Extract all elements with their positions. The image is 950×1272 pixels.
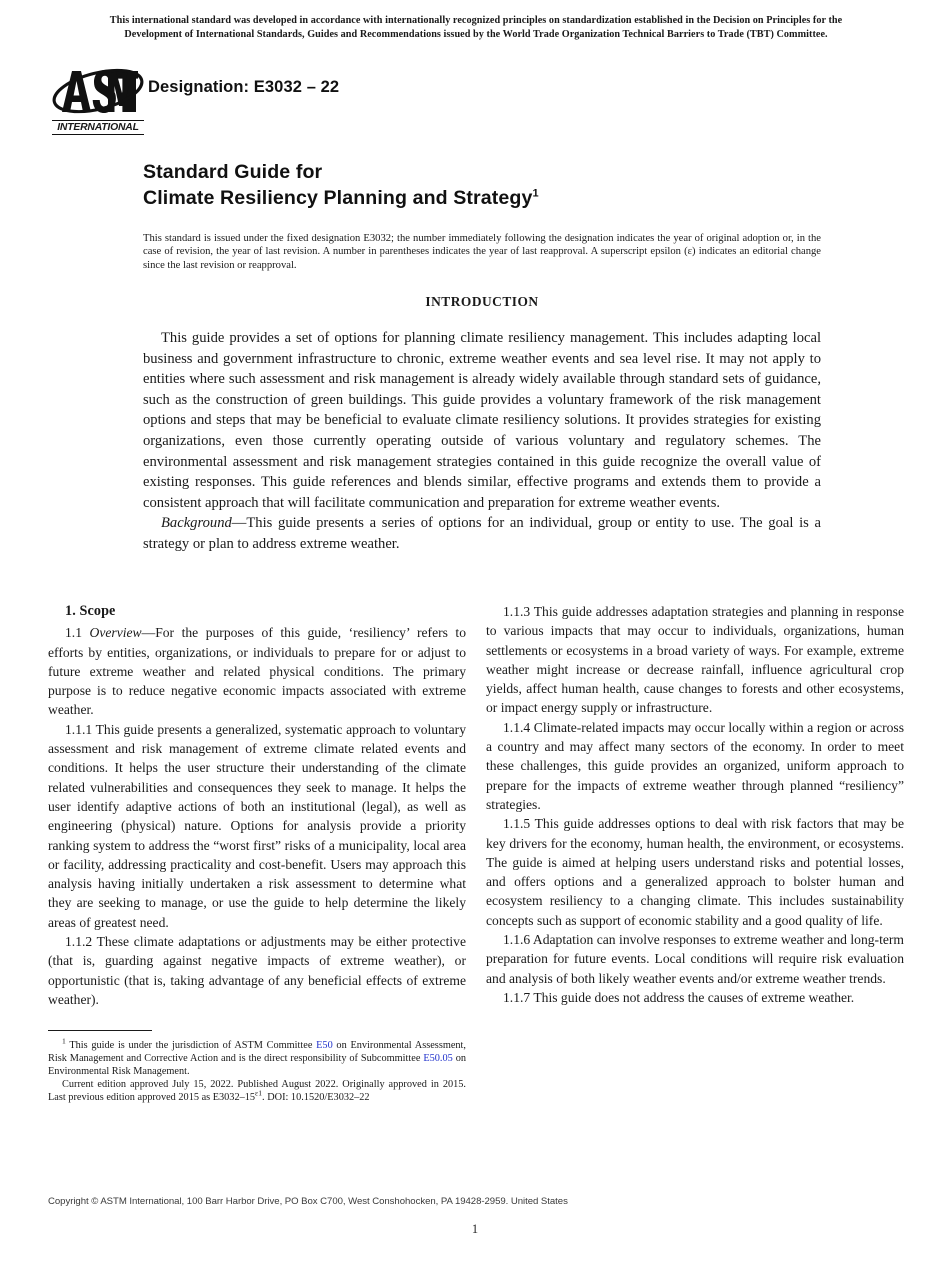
tbt-notice bbox=[48, 14, 904, 42]
introduction-paragraph-2 bbox=[143, 513, 821, 554]
section-1-1-5: 1.1.5 This guide addresses options to deal with risk factors that may be key drivers for the economy, human health, the environment, or ecosystems. The guide is aimed at helping users understand risks and potential losses, and offers options and a generalized approach to bolster human and ecosystem resiliency to a changing climate. This includes sustainability concepts such as support of economic stability and a good quality of life. bbox=[486, 816, 904, 928]
footnote-edition-text: Current edition approved July 15, 2022. Published August 2022. Originally approved in 2015. Last previous edition approved 2015 as E3032–15 bbox=[48, 1079, 466, 1103]
footnote-text-3: on Environmental Risk Management. bbox=[48, 1053, 466, 1077]
footnote-edition-doi: . DOI: 10.1520/E3032–22 bbox=[262, 1092, 370, 1103]
committee-e50-link[interactable]: E50 bbox=[316, 1040, 333, 1051]
footnote-edition-epsilon: ε1 bbox=[255, 1088, 263, 1098]
footnote-block bbox=[48, 1030, 466, 1104]
page-number: 1 bbox=[471, 1222, 479, 1236]
background-text: —This guide presents a series of options for an individual, group or entity to use. The goal is a strategy or plan to address extreme weather. bbox=[143, 515, 821, 552]
footnote-text-1: This guide is under the jurisdiction of ASTM Committee bbox=[65, 1040, 317, 1051]
title-footnote-marker: 1 bbox=[532, 187, 539, 200]
body-column-right bbox=[486, 602, 904, 1007]
copyright-notice: Copyright © ASTM International, 100 Barr Harbor Drive, PO Box C700, West Conshohocken, PA 19428-2959. United States bbox=[48, 1196, 568, 1207]
introduction-heading: INTRODUCTION bbox=[425, 294, 539, 309]
section-1-1-7: 1.1.7 This guide does not address the causes of extreme weather. bbox=[503, 989, 855, 1005]
footnote-jurisdiction bbox=[48, 1036, 466, 1078]
tbt-notice-line-2: Development of International Standards, Guides and Recommendations issued by the World Trade Organization Technical Barriers to Trade (TBT) Committee. bbox=[124, 29, 828, 41]
footnote-divider bbox=[48, 1030, 152, 1031]
tbt-notice-line-1: This international standard was developed in accordance with internationally recognized principles on standardization established in the Decision on Principles for the bbox=[109, 15, 843, 26]
footnote-marker: 1 bbox=[62, 1036, 66, 1046]
astm-logo-subtext: INTERNATIONAL bbox=[52, 120, 144, 135]
footnote-edition bbox=[48, 1078, 466, 1104]
section-1-1-1: 1.1.1 This guide presents a generalized, systematic approach to voluntary assessment and risk management of extreme climate related events and conditions. It helps the user structure their understanding of the climate related vulnerabilities and consequences they seek to manage. It helps the user identify adaptive actions of both an institutional (legal), as well as engineering (physical) nature. Options for analysis provide a priority ranking system to address the “worst first” risks of a municipality, local area or facility, addressing practicality and cost-benefit. Users may approach this analysis having initially undertaken a risk assessment to determine what they are seeking to manage, or use the guide to help determine the likely areas of greatest need. bbox=[48, 721, 466, 930]
title-line-1: Standard Guide for bbox=[143, 161, 323, 183]
title-main-text: Climate Resiliency Planning and Strategy bbox=[143, 187, 533, 209]
body-column-left bbox=[48, 602, 466, 1009]
section-1-1-text: —For the purposes of this guide, ‘resiliency’ refers to efforts by entities, organizations, or individuals to prepare for or adjust to future extreme weather and related physical conditions. The primary purpose is to reduce negative economic impacts associated with extreme weather. bbox=[48, 625, 467, 718]
astm-logo bbox=[52, 62, 144, 136]
introduction-body bbox=[143, 328, 821, 555]
subcommittee-e5005-link[interactable]: E50.05 bbox=[423, 1053, 453, 1064]
section-1-1 bbox=[48, 623, 466, 719]
section-1-1-number: 1.1 bbox=[65, 625, 82, 641]
section-heading-scope: 1. Scope bbox=[65, 603, 116, 619]
astm-logo-icon bbox=[52, 62, 144, 120]
background-label: Background bbox=[161, 515, 232, 532]
issuance-statement: This standard is issued under the fixed designation E3032; the number immediately following the designation indicates the year of original adoption or, in the case of revision, the year of last revision. A number in parentheses indicates the year of last reapproval. A superscript epsilon (ε) indicates an editorial change since the last revision or reapproval. bbox=[143, 233, 821, 271]
designation: Designation: E3032 – 22 bbox=[148, 78, 340, 96]
overview-label: Overview bbox=[89, 625, 142, 641]
section-1-1-2: 1.1.2 These climate adaptations or adjustments may be either protective (that is, guarding against negative impacts of extreme weather), or opportunistic (that is, taking advantage of any beneficial effects of extreme weather). bbox=[48, 934, 466, 1007]
title-line-2 bbox=[143, 185, 843, 211]
section-1-1-3: 1.1.3 This guide addresses adaptation strategies and planning in response to various impacts that may occur to individuals, organizations, human settlements or ecosystems in a broad variety of ways. For example, extreme weather might increase or decrease rainfall, influence agricultural crop yields, affect human health, cause changes to forests and other ecosystems, or impact energy supply or infrastructure. bbox=[486, 604, 904, 716]
footnote-text-2: on Environmental Assessment, Risk Management and Corrective Action and is the direct responsibility of Subcommittee bbox=[48, 1040, 466, 1064]
page-title bbox=[143, 159, 843, 211]
section-1-1-4: 1.1.4 Climate-related impacts may occur locally within a region or across a country and may affect many sectors of the economy. In order to meet these challenges, this guide provides an organized, uniform approach to prepare for the impacts of extreme weather through planned “resiliency” strategies. bbox=[486, 719, 904, 812]
section-1-1-6: 1.1.6 Adaptation can involve responses to extreme weather and long-term preparation for future events. Local conditions will require risk evaluation and analysis of both likely weather events and/or extreme weather trends. bbox=[486, 932, 904, 986]
introduction-paragraph-1: This guide provides a set of options for planning climate resiliency management. This includes adapting local business and government infrastructure to chronic, extreme weather events and sea level rise. It may not apply to entities where such assessment and risk management is already widely available through standard sets of guidance, such as the construction of green buildings. This guide provides a voluntary framework of the risk management options and steps that may be beneficial to evaluate climate resiliency solutions. It provides strategies for existing organizations, even those currently operating outside of various voluntary and regulatory schemes. The environmental assessment and risk management strategies contained in this guide recognize the overall value of existing responses. This guide references and blends similar, effective programs and extends them to provide a consistent approach that will facilitate communication and preparation for extreme weather events. bbox=[143, 330, 821, 511]
